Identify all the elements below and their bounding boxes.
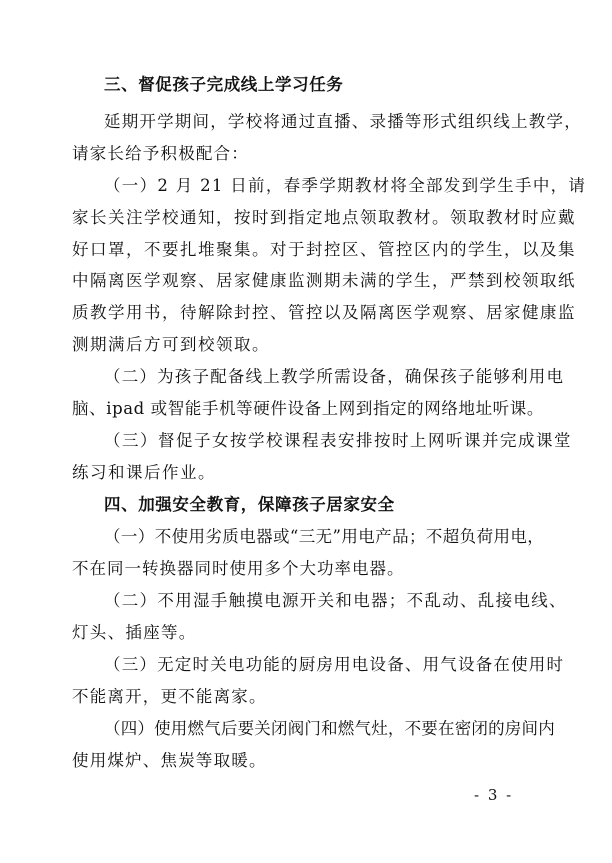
section-3-item-3-line-1: （三）督促子女按学校课程表安排按时上网听课并完成课堂 xyxy=(104,431,572,450)
section-4-item-3-line-2: 不能离开，更不能离家。 xyxy=(72,687,267,706)
section-4-item-1-line-2: 不在同一转换器同时使用多个大功率电器。 xyxy=(72,559,405,578)
section-3-item-3-line-2: 练习和课后作业。 xyxy=(72,463,216,482)
section-4-item-4-line-1: （四）使用燃气后要关闭阀门和燃气灶，不要在密闭的房间内 xyxy=(104,719,555,738)
section-3-item-1-line-3: 好口罩，不要扎堆聚集。对于封控区、管控区内的学生，以及集 xyxy=(72,240,576,259)
section-4-item-2-line-1: （二）不用湿手触摸电源开关和电器；不乱动、乱接电线、 xyxy=(104,591,567,610)
section-3-item-2-line-1: （二）为孩子配备线上教学所需设备，确保孩子能够利用电 xyxy=(104,367,565,386)
section-3-item-1-line-5: 质教学用书，待解除封控、管控以及隔离医学观察、居家健康监 xyxy=(72,303,576,322)
section-3-item-1-line-6: 测期满后方可到校领取。 xyxy=(72,335,270,354)
section-3-heading: 三、督促孩子完成线上学习任务 xyxy=(104,75,344,94)
section-3-intro-line-1: 延期开学期间，学校将通过直播、录播等形式组织线上教学， xyxy=(104,112,582,131)
section-4-item-3-line-1: （三）无定时关电功能的厨房用电设备、用气设备在使用时 xyxy=(104,655,565,674)
section-4-item-4-line-2: 使用煤炉、焦炭等取暖。 xyxy=(72,751,267,770)
section-4-item-2-line-2: 灯头、插座等。 xyxy=(72,623,197,642)
section-3-item-1-line-2: 家长关注学校通知，按时到指定地点领取教材。领取教材时应戴 xyxy=(72,208,576,227)
section-3-item-1-line-4: 中隔离医学观察、居家健康监测期未满的学生，严禁到校领取纸 xyxy=(72,271,576,290)
section-3-item-1-line-1: （一）2 月 21 日前，春季学期教材将全部发到学生手中，请 xyxy=(104,176,587,195)
section-4-item-1-line-1: （一）不使用劣质电器或“三无”用电产品；不超负荷用电， xyxy=(104,527,545,546)
section-4-heading: 四、加强安全教育，保障孩子居家安全 xyxy=(104,495,395,514)
page-number: - 3 - xyxy=(474,786,514,804)
section-3-item-2-line-2: 脑、ipad 或智能手机等硬件设备上网到指定的网络地址听课。 xyxy=(72,399,544,418)
section-3-intro-line-2: 请家长给予积极配合： xyxy=(72,144,249,163)
